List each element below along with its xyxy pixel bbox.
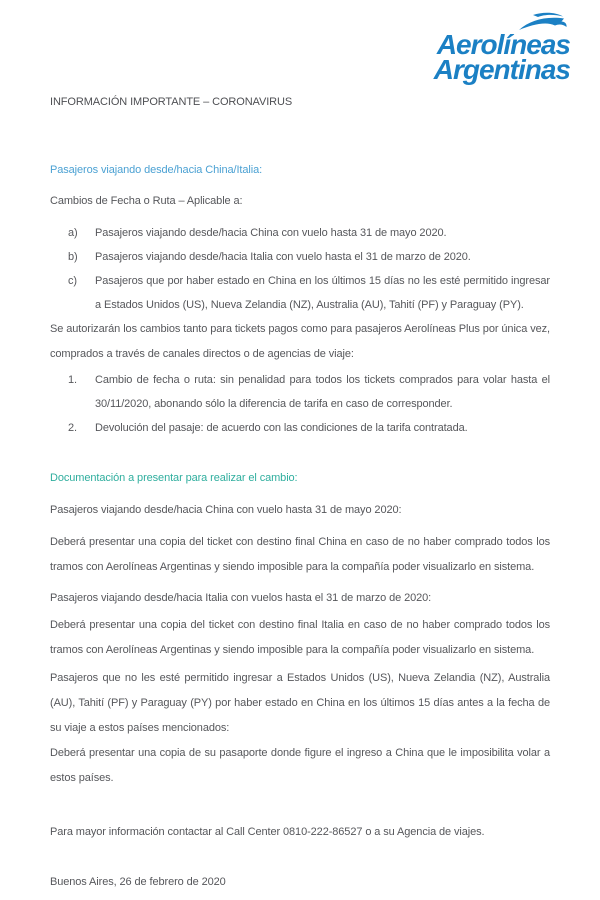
list-item-c (50, 269, 550, 317)
list-item-text: Cambio de fecha o ruta: sin penalidad para todos los tickets comprados para volar hasta el 30/11/2020, abonando sólo la diferencia de tarifa en caso de corresponder. (95, 374, 550, 410)
list-item-text: Pasajeros que por haber estado en China en los últimos 15 días no les esté permitido ingresar a Estados Unidos (US), Nueva Zelandia (NZ), Australia (AU), Tahití (PF) y Paraguay (PY). (95, 275, 550, 311)
list-marker: 2. (68, 422, 77, 434)
airline-logo-text (433, 29, 570, 85)
logo-word-aerolineas: Aerolíneas (436, 29, 570, 60)
document-title: INFORMACIÓN IMPORTANTE – CORONAVIRUS (50, 96, 293, 108)
paragraph-china-ticket-copy: Deberá presentar una copia del ticket con destino final China en caso de no haber comprado todos los tramos con Aerolíneas Argentinas y siendo imposible para la compañía poder visualizarlo en sistema. (50, 536, 550, 573)
section-heading-documentation: Documentación a presentar para realizar el cambio: (50, 472, 298, 484)
list-item-b (50, 245, 550, 269)
paragraph-china-deadline: Pasajeros viajando desde/hacia China con vuelo hasta 31 de mayo 2020: (50, 504, 402, 516)
numbered-list (50, 368, 550, 440)
paragraph-changes-intro: Cambios de Fecha o Ruta – Aplicable a: (50, 195, 243, 207)
paragraph-italia-deadline: Pasajeros viajando desde/hacia Italia con vuelos hasta el 31 de marzo de 2020: (50, 592, 432, 604)
paragraph-authorization: Se autorizarán los cambios tanto para tickets pagos como para pasajeros Aerolíneas Plus por única vez, comprados a través de canales directos o de agencias de viaje: (50, 323, 550, 360)
paragraph-passport-copy: Deberá presentar una copia de su pasaporte donde figure el ingreso a China que le imposibilita volar a estos países. (50, 747, 550, 784)
dateline: Buenos Aires, 26 de febrero de 2020 (50, 876, 226, 888)
airline-logo (433, 12, 570, 85)
list-marker: b) (68, 251, 78, 263)
list-item-text: Devolución del pasaje: de acuerdo con las condiciones de la tarifa contratada. (95, 422, 468, 434)
list-item-a (50, 221, 550, 245)
paragraph-restricted-countries: Pasajeros que no les esté permitido ingresar a Estados Unidos (US), Nueva Zelandia (NZ), Australia (AU), Tahití (PF) y Paraguay (PY) por haber estado en China en los últimos 15 días antes a la fecha de su viaje a estos países mencionados: (50, 672, 550, 734)
alpha-list (50, 221, 550, 317)
list-item-2 (50, 416, 550, 440)
paragraph-italia-ticket-copy: Deberá presentar una copia del ticket con destino final Italia en caso de no haber comprado todos los tramos con Aerolíneas Argentinas y siendo imposible para la compañía poder visualizarlo en sistema. (50, 619, 550, 656)
list-marker: a) (68, 227, 78, 239)
contact-line: Para mayor información contactar al Call Center 0810-222-86527 o a su Agencia de viajes. (50, 826, 485, 838)
list-item-text: Pasajeros viajando desde/hacia China con vuelo hasta 31 de mayo 2020. (95, 227, 447, 239)
logo-word-argentinas: Argentinas (433, 54, 570, 85)
list-item-1 (50, 368, 550, 416)
section-heading-passengers-china-italia: Pasajeros viajando desde/hacia China/Italia: (50, 164, 263, 176)
list-item-text: Pasajeros viajando desde/hacia Italia con vuelo hasta el 31 de marzo de 2020. (95, 251, 471, 263)
list-marker: c) (68, 275, 77, 287)
list-marker: 1. (68, 374, 77, 386)
